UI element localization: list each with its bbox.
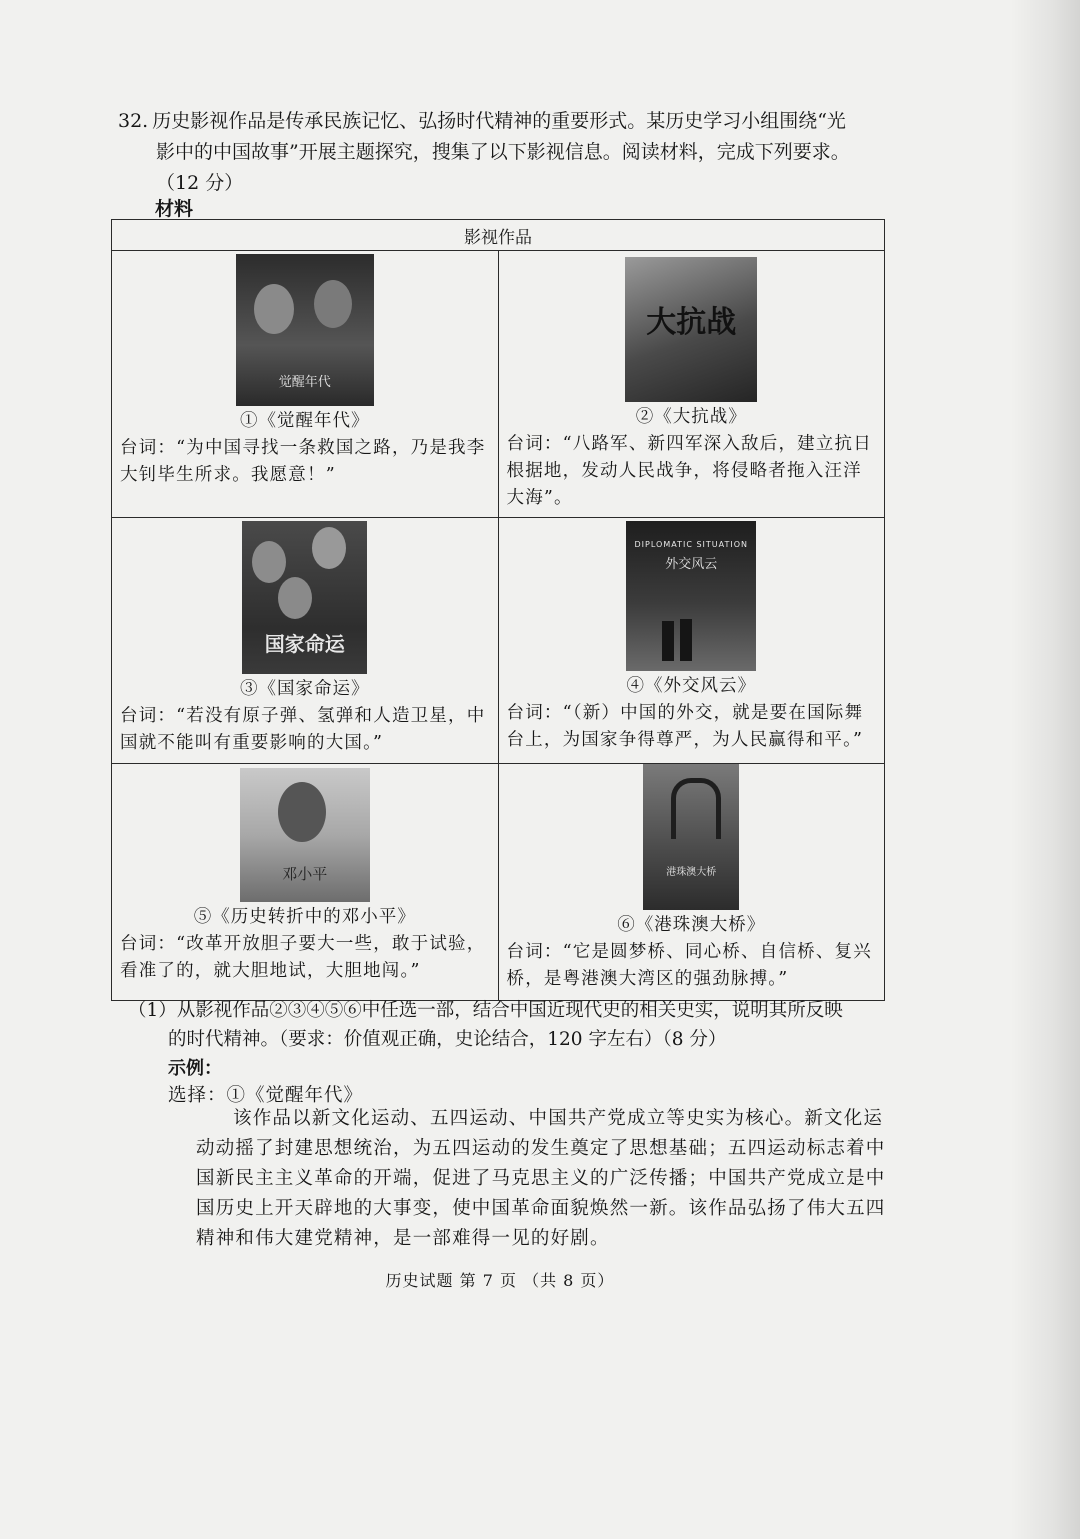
film-caption-4: ④《外交风云》 <box>626 676 756 696</box>
film-cell-3 <box>112 518 499 764</box>
page-shadow <box>1010 0 1080 1539</box>
question-number: 32. <box>118 110 149 132</box>
poster-subtitle-4: 外交风云 <box>665 557 718 572</box>
film-quote-5: 台词：“改革开放胆子要大一些，敢于试验，看准了的，就大胆地试，大胆地闯。” <box>120 934 486 981</box>
film-caption-2: ②《大抗战》 <box>635 407 747 427</box>
film-quote-4: 台词：“（新）中国的外交，就是要在国际舞台上，为国家争得尊严，为人民赢得和平。” <box>506 703 864 750</box>
film-quote-3: 台词：“若没有原子弹、氢弹和人造卫星，中国就不能叫有重要影响的大国。” <box>120 706 486 753</box>
poster-title-3: 国家命运 <box>264 632 345 656</box>
poster-title-6: 港珠澳大桥 <box>666 867 717 878</box>
film-quote-2: 台词：“八路军、新四军深入敌后，建立抗日根据地，发动人民战争，将侵略者拖入汪洋大海”。 <box>506 434 872 508</box>
film-quote-1: 台词：“为中国寻找一条救国之路，乃是我李大钊毕生所求。我愿意！” <box>120 438 486 485</box>
poster-image-5 <box>240 768 370 902</box>
film-caption-3: ③《国家命运》 <box>240 679 370 699</box>
films-table <box>111 219 885 1001</box>
example-answer: 该作品以新文化运动、五四运动、中国共产党成立等史实为核心。新文化运动动摇了封建思想统治，为五四运动的发生奠定了思想基础；五四运动标志着中国新民主主义革命的开端，促进了马克思主义的广泛传播；中国共产党成立是中国历史上开天辟地的大事变，使中国革命面貌焕然一新。该作品弘扬了伟大五四精神和伟大建党精神，是一部难得一见的好剧。 <box>196 1108 886 1249</box>
film-cell-4 <box>498 518 885 764</box>
table-header: 影视作品 <box>112 220 885 251</box>
question-stem <box>118 106 888 199</box>
question-points: （12 分） <box>156 172 244 194</box>
poster-title-5: 邓小平 <box>282 865 328 883</box>
poster-image-6 <box>643 764 739 910</box>
poster-image-3 <box>242 521 367 674</box>
film-cell-2 <box>498 251 885 518</box>
example-choice: 选择：①《觉醒年代》 <box>168 1085 364 1106</box>
poster-title-2: 大抗战 <box>646 305 737 340</box>
film-cell-6 <box>498 764 885 1001</box>
film-cell-1 <box>112 251 499 518</box>
poster-title-1: 觉醒年代 <box>278 375 331 390</box>
film-cell-5 <box>112 764 499 1001</box>
film-quote-6: 台词：“它是圆梦桥、同心桥、自信桥、复兴桥，是粤港澳大湾区的强劲脉搏。” <box>506 942 872 989</box>
stem-line-2: 影中的中国故事”开展主题探究，搜集了以下影视信息。阅读材料，完成下列要求。 <box>156 141 850 163</box>
poster-image-2 <box>625 257 757 402</box>
sub-question-1 <box>128 996 888 1054</box>
sub-question-line-2: 的时代精神。（要求：价值观正确，史论结合，120 字左右）（8 分） <box>168 1029 727 1050</box>
film-caption-1: ①《觉醒年代》 <box>240 411 370 431</box>
sub-question-line-1: （1）从影视作品②③④⑤⑥中任选一部，结合中国近现代史的相关史实，说明其所反映 <box>128 1000 843 1021</box>
poster-image-1 <box>236 254 374 406</box>
stem-line-1: 历史影视作品是传承民族记忆、弘扬时代精神的重要形式。某历史学习小组围绕“光 <box>152 110 846 132</box>
example-label: 示例： <box>168 1058 222 1079</box>
poster-image-4 <box>626 521 756 671</box>
film-caption-6: ⑥《港珠澳大桥》 <box>617 915 766 935</box>
material-label: 材料 <box>155 198 194 220</box>
poster-title-4: DIPLOMATIC SITUATION <box>634 540 748 549</box>
page-footer: 历史试题 第 7 页 （共 8 页） <box>385 1271 615 1290</box>
film-caption-5: ⑤《历史转折中的邓小平》 <box>193 907 416 927</box>
